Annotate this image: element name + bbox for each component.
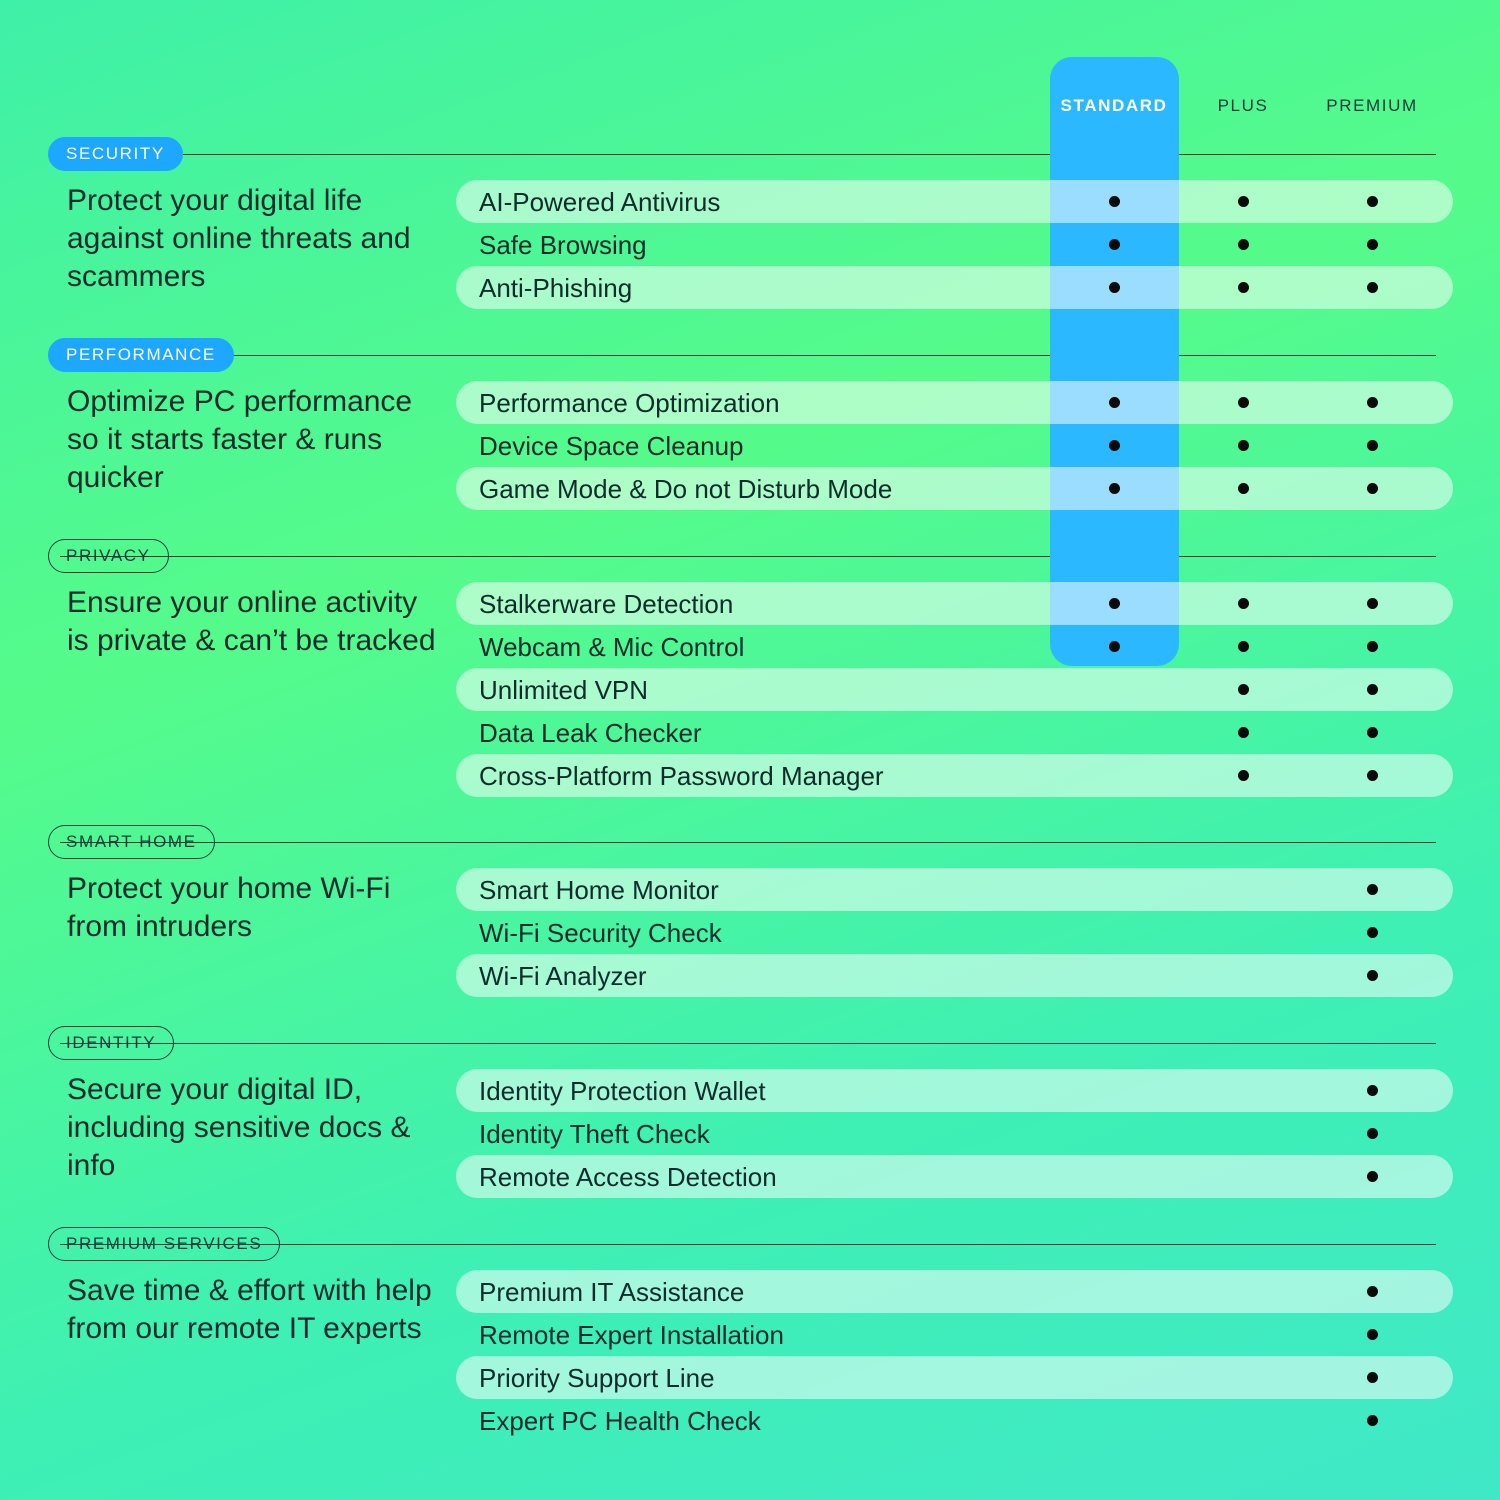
included-dot-standard xyxy=(1109,196,1120,207)
included-dot-plus xyxy=(1238,483,1249,494)
feature-label: Anti-Phishing xyxy=(479,273,633,303)
included-dot-standard xyxy=(1109,483,1120,494)
included-dot-premium xyxy=(1367,440,1378,451)
included-dot-premium xyxy=(1367,970,1378,981)
feature-label: Remote Expert Installation xyxy=(479,1320,784,1350)
included-dot-premium xyxy=(1367,1085,1378,1096)
section-description: Optimize PC performance so it starts faster & runs quicker xyxy=(67,385,413,494)
included-dot-premium xyxy=(1367,282,1378,293)
included-dot-standard xyxy=(1109,239,1120,250)
plan-header-plus: PLUS xyxy=(1217,96,1269,115)
included-dot-premium xyxy=(1367,1286,1378,1297)
included-dot-premium xyxy=(1367,239,1378,250)
feature-label: Performance Optimization xyxy=(479,388,780,418)
section-badge: SECURITY xyxy=(48,137,183,171)
included-dot-premium xyxy=(1367,770,1378,781)
included-dot-plus xyxy=(1238,239,1249,250)
feature-label: Smart Home Monitor xyxy=(479,875,719,905)
feature-label: Stalkerware Detection xyxy=(479,589,734,619)
feature-label: Wi-Fi Security Check xyxy=(479,918,722,948)
section-divider xyxy=(60,842,1436,843)
feature-label: Safe Browsing xyxy=(479,230,647,260)
section-divider xyxy=(60,556,1436,557)
feature-label: Device Space Cleanup xyxy=(479,431,744,461)
included-dot-plus xyxy=(1238,641,1249,652)
plan-header-premium: PREMIUM xyxy=(1326,96,1418,115)
section-divider xyxy=(60,1043,1436,1044)
included-dot-standard xyxy=(1109,397,1120,408)
included-dot-premium xyxy=(1367,641,1378,652)
included-dot-premium xyxy=(1367,1128,1378,1139)
included-dot-premium xyxy=(1367,483,1378,494)
included-dot-plus xyxy=(1238,440,1249,451)
included-dot-plus xyxy=(1238,196,1249,207)
included-dot-premium xyxy=(1367,598,1378,609)
feature-label: Identity Theft Check xyxy=(479,1119,710,1149)
included-dot-standard xyxy=(1109,641,1120,652)
feature-label: Unlimited VPN xyxy=(479,675,649,705)
feature-label: Data Leak Checker xyxy=(479,718,702,748)
feature-label: Expert PC Health Check xyxy=(479,1406,761,1436)
section-description: Secure your digital ID, including sensitive docs & info xyxy=(67,1073,411,1182)
section-badge: PREMIUM SERVICES xyxy=(48,1227,280,1261)
included-dot-plus xyxy=(1238,727,1249,738)
included-dot-plus xyxy=(1238,282,1249,293)
included-dot-premium xyxy=(1367,397,1378,408)
included-dot-standard xyxy=(1109,282,1120,293)
section-description: Protect your digital life against online threats and scammers xyxy=(67,184,411,293)
section-description: Save time & effort with help from our remote IT experts xyxy=(67,1274,432,1345)
feature-label: Premium IT Assistance xyxy=(479,1277,745,1307)
feature-label: Game Mode & Do not Disturb Mode xyxy=(479,474,893,504)
included-dot-premium xyxy=(1367,727,1378,738)
included-dot-premium xyxy=(1367,927,1378,938)
included-dot-plus xyxy=(1238,770,1249,781)
included-dot-plus xyxy=(1238,397,1249,408)
section-divider xyxy=(60,355,1436,356)
included-dot-premium xyxy=(1367,684,1378,695)
standard-column-highlight xyxy=(1050,57,1179,666)
included-dot-plus xyxy=(1238,684,1249,695)
included-dot-premium xyxy=(1367,884,1378,895)
included-dot-plus xyxy=(1238,598,1249,609)
feature-label: Identity Protection Wallet xyxy=(479,1076,766,1106)
included-dot-standard xyxy=(1109,598,1120,609)
feature-label: Remote Access Detection xyxy=(479,1162,777,1192)
plan-header-standard: STANDARD xyxy=(1060,96,1168,115)
feature-label: Cross-Platform Password Manager xyxy=(479,761,884,791)
included-dot-premium xyxy=(1367,196,1378,207)
section-badge: IDENTITY xyxy=(48,1026,174,1060)
included-dot-premium xyxy=(1367,1372,1378,1383)
included-dot-premium xyxy=(1367,1171,1378,1182)
section-badge: PERFORMANCE xyxy=(48,338,234,372)
feature-label: Priority Support Line xyxy=(479,1363,715,1393)
section-description: Protect your home Wi-Fi from intruders xyxy=(67,872,391,943)
section-description: Ensure your online activity is private & can’t be tracked xyxy=(67,586,436,657)
included-dot-premium xyxy=(1367,1415,1378,1426)
feature-label: Webcam & Mic Control xyxy=(479,632,745,662)
section-badge: PRIVACY xyxy=(48,539,169,573)
feature-label: Wi-Fi Analyzer xyxy=(479,961,647,991)
section-badge: SMART HOME xyxy=(48,825,215,859)
included-dot-standard xyxy=(1109,440,1120,451)
included-dot-premium xyxy=(1367,1329,1378,1340)
feature-label: AI-Powered Antivirus xyxy=(479,187,721,217)
section-divider xyxy=(60,154,1436,155)
